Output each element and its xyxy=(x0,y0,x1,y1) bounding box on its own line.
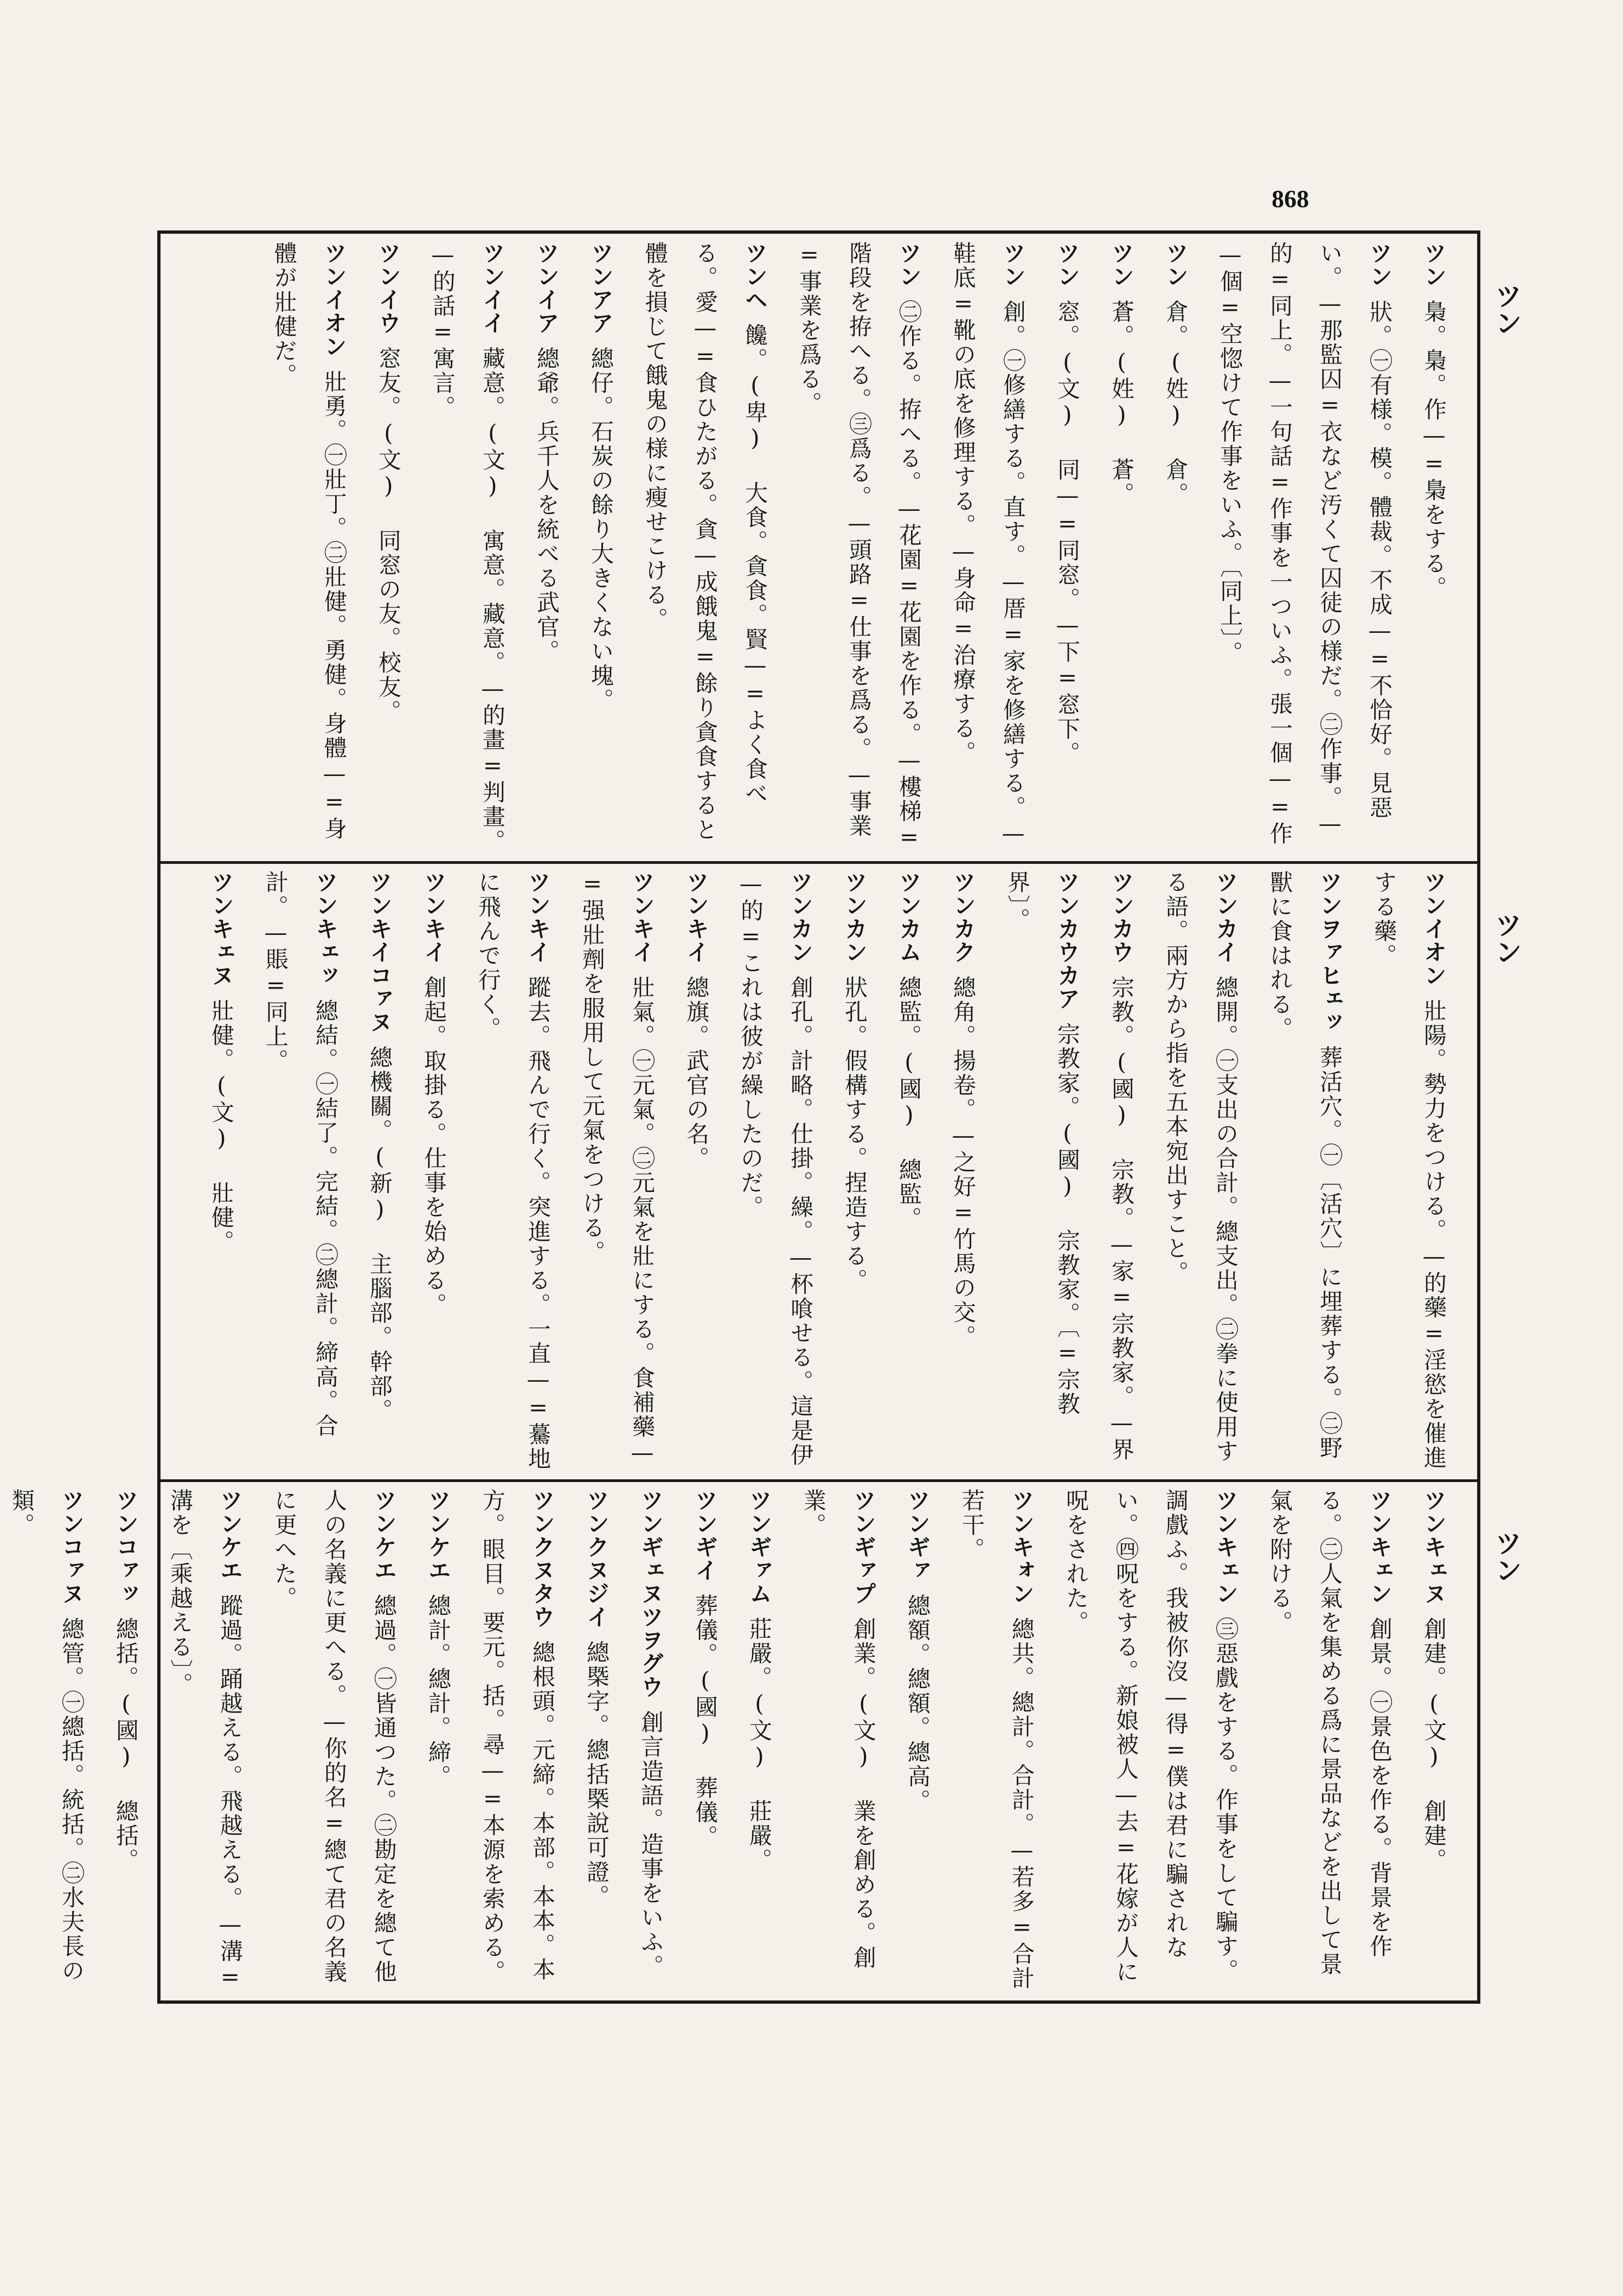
entry-definition: 總過。㊀皆通つた。㊁勘定を總て他人の名義に更へる。—你的名=總て君の名義に更へた。 xyxy=(271,1489,397,1984)
dictionary-tier-bottom xyxy=(9,1489,1459,1993)
entry-headword-reading: ツンキェッ xyxy=(312,870,339,987)
entry-headword-reading: ツンカン xyxy=(787,870,814,964)
running-head-top: ツン xyxy=(1491,282,1522,336)
entry-headword-reading: ツンキェン xyxy=(1213,1489,1239,1605)
entry-definition: 總仔。石炭の餘り大きくない塊。 xyxy=(588,347,614,713)
entry-headword-reading: ツンキイコァヌ xyxy=(367,870,393,1034)
dictionary-entry xyxy=(947,1489,1047,1993)
dictionary-entry xyxy=(1255,870,1355,1472)
dictionary-entry xyxy=(259,241,359,854)
entry-definition: 窓。(文) 同—=同窓。—下=窓下。 xyxy=(1054,300,1081,766)
dictionary-entry xyxy=(1096,870,1146,1472)
entry-headword-reading: ツンイイ xyxy=(479,241,506,335)
entry-definition: 創業。(文) 業を創める。創業。 xyxy=(800,1489,877,1970)
entry-headword-reading: ツンギイ xyxy=(692,1489,719,1582)
dictionary-entry xyxy=(418,241,517,854)
entry-headword-reading: ツンケエ xyxy=(217,1489,243,1582)
entry-headword-reading: ツンコァヌ xyxy=(59,1489,85,1605)
entry-definition: 狀。㊀有様。模。體裁。不成—=不恰好。見惡い。—那監囚=衣など汚くて囚徒の様だ。㊁作事。—的=同上。—一句話=作事を一ついふ。張一個—=作—個=空惚けて作事をいふ。〔同上〕。 xyxy=(1217,241,1393,846)
entry-headword-reading: ツンコァッ xyxy=(113,1489,139,1605)
dictionary-tier-middle xyxy=(179,870,1459,1472)
dictionary-entry xyxy=(938,241,1038,854)
entry-definition: 倉。(姓) 倉。 xyxy=(1163,300,1189,506)
entry-definition: 壯氣。㊀元氣。㊁元氣を壯にする。食補藥—=强壯劑を服用して元氣をつける。 xyxy=(579,870,656,1467)
dictionary-entry xyxy=(1151,241,1201,854)
entry-headword-reading: ツン xyxy=(1163,241,1189,288)
entry-definition: 窓友。(文) 同窓の友。校友。 xyxy=(375,347,402,724)
entry-headword-reading: ツンケエ xyxy=(371,1489,397,1582)
entry-headword-reading: ツンクヌジイ xyxy=(583,1489,610,1628)
entry-definition: 總機關。(新) 主腦部。幹部。 xyxy=(367,1046,393,1423)
entry-headword-reading: ツンケエ xyxy=(425,1489,452,1582)
dictionary-entry xyxy=(788,1489,888,1993)
dictionary-entry xyxy=(884,870,934,1472)
dictionary-entry xyxy=(409,870,459,1472)
entry-definition: ㊂惡戲をする。作事をして騙す。調戲ふ。我被你沒—得=僕は君に騙されない。㊃呪をする。新娘被人—去=花嫁が人に呪をされた。 xyxy=(1063,1489,1239,1984)
entry-definition: 壯勇。㊀壯丁。㊁壯健。勇健。身體—=身體が壯健だ。 xyxy=(271,241,348,841)
entry-definition: 饞。(卑) 大食。貪食。賢—=よく食べる。愛—=食ひたがる。貪—成餓鬼=餘り貪食すると體を損じて餓鬼の様に瘦せこける。 xyxy=(642,241,768,842)
entry-definition: 莊嚴。(文) 莊嚴。 xyxy=(746,1617,773,1872)
entry-definition: 總開。㊀支出の合計。總支出。㊁拳に使用する語。兩方から指を五本宛出すこと。 xyxy=(1163,870,1239,1464)
entry-headword-reading: ツン xyxy=(1000,241,1027,288)
running-head-middle: ツン xyxy=(1491,911,1522,965)
entry-headword-reading: ツンヘ xyxy=(742,241,768,311)
entry-headword-reading: ツンカク xyxy=(950,870,977,964)
entry-definition: 蹤過。踊越える。飛越える。—溝=溝を〔乘越える〕。 xyxy=(167,1489,243,1992)
entry-headword-reading: ツンイオン xyxy=(321,241,348,358)
entry-headword-reading: ツンキェヌ xyxy=(208,870,235,987)
entry-definition: 總監。(國) 總監。 xyxy=(896,976,922,1231)
entry-headword-reading: ツンキェヌ xyxy=(1421,1489,1447,1605)
entry-definition: 創。㊀修繕する。直す。—厝=家を修繕する。—鞋底=靴の底を修理する。—身命=治療する。 xyxy=(950,241,1027,848)
dictionary-entry xyxy=(893,1489,942,1993)
dictionary-entry xyxy=(726,870,825,1472)
dictionary-entry xyxy=(1096,241,1146,854)
dictionary-entry xyxy=(413,1489,463,1993)
dictionary-entry xyxy=(1409,241,1459,854)
entry-definition: 梟。梟。作—=梟をする。 xyxy=(1421,300,1447,600)
entry-definition: 總額。總額。總高。 xyxy=(904,1594,931,1813)
entry-headword-reading: ツンギァ xyxy=(904,1489,931,1582)
entry-definition: 總括。(國) 總括。 xyxy=(113,1617,139,1872)
dictionary-entry xyxy=(155,1489,255,1993)
entry-headword-reading: ツンキイ xyxy=(629,870,656,964)
dictionary-entry xyxy=(938,870,988,1472)
dictionary-entry xyxy=(259,1489,409,1993)
page-number: 868 xyxy=(1272,185,1309,213)
dictionary-entry xyxy=(196,870,246,1472)
dictionary-entry xyxy=(1205,241,1404,854)
entry-headword-reading: ツン xyxy=(1054,241,1081,288)
entry-definition: ㊁作る。拵へる。—花園=花園を作る。—樓梯=階段を拵へる。㊂爲る。—頭路=仕事を爲る。—事業=事業を爲る。 xyxy=(796,241,922,852)
entry-headword-reading: ツンイオン xyxy=(1421,870,1447,987)
dictionary-entry xyxy=(992,870,1092,1472)
entry-definition: 藏意。(文) 寓意。藏意。—的畫=判畫。—的話=寓言。 xyxy=(429,241,506,854)
entry-headword-reading: ツンイウ xyxy=(375,241,402,335)
entry-definition: 總結。㊀結了。完結。㊁總計。締高。合計。—賬=同上。 xyxy=(262,870,339,1438)
entry-headword-reading: ツンカム xyxy=(896,870,922,964)
entry-definition: 總旗。武官の名。 xyxy=(683,976,710,1171)
entry-headword-reading: ツン xyxy=(1108,241,1135,288)
entry-definition: 創景。㊀景色を作る。背景を作る。㊁人氣を集める爲に景品などを出して景氣を附ける。 xyxy=(1267,1489,1393,1977)
entry-headword-reading: ツンギァム xyxy=(746,1489,773,1605)
dictionary-entry xyxy=(830,870,880,1472)
dictionary-entry xyxy=(363,241,413,854)
dictionary-entry xyxy=(572,1489,621,1993)
entry-headword-reading: ツンヲァヒェッ xyxy=(1317,870,1343,1034)
running-head-bottom: ツン xyxy=(1491,1529,1522,1583)
dictionary-tier-top xyxy=(179,241,1459,854)
tier-divider xyxy=(157,861,1480,864)
dictionary-entry xyxy=(355,870,405,1472)
entry-definition: 蒼。(姓) 蒼。 xyxy=(1108,300,1135,506)
entry-headword-reading: ツン xyxy=(1367,241,1393,288)
dictionary-entry xyxy=(1255,1489,1404,1993)
dictionary-entry xyxy=(1051,1489,1250,1993)
entry-headword-reading: ツンギァプ xyxy=(850,1489,877,1605)
entry-definition: 總爺。兵千人を統べる武官。 xyxy=(534,347,560,664)
entry-headword-reading: ツンカイ xyxy=(1213,870,1239,964)
entry-headword-reading: ツンイア xyxy=(534,241,560,335)
entry-headword-reading: ツンキイ xyxy=(683,870,710,964)
entry-definition: 壯健。(文) 壯健。 xyxy=(208,999,235,1254)
dictionary-entry xyxy=(1042,241,1092,854)
entry-definition: 總共。總計。合計。—若多=合計若干。 xyxy=(959,1489,1035,1991)
entry-definition: 總角。揚卷。—之好=竹馬の交。 xyxy=(950,976,977,1349)
entry-definition: 創建。(文) 創建。 xyxy=(1421,1617,1447,1872)
dictionary-entry xyxy=(734,1489,784,1993)
dictionary-entry xyxy=(101,1489,151,1993)
dictionary-entry xyxy=(630,241,780,854)
dictionary-entry xyxy=(567,870,667,1472)
entry-headword-reading: ツンキォン xyxy=(1009,1489,1035,1605)
entry-definition: 狀孔。假構する。捏造する。 xyxy=(842,976,868,1293)
entry-definition: 宗教家。(國) 宗教家。〔=宗教界〕。 xyxy=(1004,870,1081,1416)
dictionary-entry xyxy=(463,870,563,1472)
entry-definition: 總管。㊀總括。統括。㊁水夫長の類。 xyxy=(9,1489,85,1983)
entry-definition: 宗教。(國) 宗教。—家=宗教家。—界 xyxy=(1108,976,1135,1462)
entry-definition: 總根頭。元締。本部。本本。本方。眼目。要元。括。尋—=本源を索める。 xyxy=(479,1489,556,1984)
dictionary-entry xyxy=(1359,870,1459,1472)
dictionary-entry xyxy=(467,1489,567,1993)
entry-definition: 創孔。計略。仕掛。繰。—杯喰せる。這是伊—的=これは彼が繰したのだ。 xyxy=(737,870,814,1467)
entry-headword-reading: ツンキェン xyxy=(1367,1489,1393,1605)
dictionary-entry xyxy=(680,1489,730,1993)
entry-headword-reading: ツン xyxy=(1421,241,1447,288)
entry-definition: 壯陽。勢力をつける。—的藥=淫慾を催進する藥。 xyxy=(1371,870,1447,1470)
entry-headword-reading: ツンアア xyxy=(588,241,614,335)
entry-headword-reading: ツンギェヌツヲグウ xyxy=(638,1489,664,1698)
entry-headword-reading: ツンカウ xyxy=(1108,870,1135,964)
entry-definition: 葬儀。(國) 葬儀。 xyxy=(692,1594,719,1849)
entry-definition: 總槩字。總括槩說可證。 xyxy=(583,1640,610,1909)
dictionary-entry xyxy=(1409,1489,1459,1993)
entry-definition: 蹤去。飛んで行く。突進する。一直—=驀地に飛んで行く。 xyxy=(475,870,551,1471)
dictionary-entry xyxy=(626,1489,676,1993)
dictionary-entry xyxy=(1151,870,1250,1472)
entry-headword-reading: ツンキイ xyxy=(421,870,447,964)
entry-definition: 總計。總計。締。 xyxy=(425,1594,452,1789)
entry-headword-reading: ツンキイ xyxy=(525,870,551,964)
dictionary-entry xyxy=(0,1489,97,1993)
entry-headword-reading: ツンカウカア xyxy=(1054,870,1081,1010)
dictionary-entry xyxy=(576,241,626,854)
entry-headword-reading: ツンクヌタウ xyxy=(529,1489,556,1628)
entry-headword-reading: ツンカン xyxy=(842,870,868,964)
entry-definition: 創起。取掛る。仕事を始める。 xyxy=(421,976,447,1317)
entry-definition: 創言造語。造事をいふ。 xyxy=(638,1710,664,1979)
dictionary-entry xyxy=(522,241,572,854)
dictionary-entry xyxy=(784,241,934,854)
tier-divider xyxy=(157,1479,1480,1482)
dictionary-entry xyxy=(251,870,350,1472)
entry-definition: 葬活穴。㊀〔活穴〕に埋葬する。㊁野獸に食はれる。 xyxy=(1267,870,1343,1460)
dictionary-entry xyxy=(671,870,721,1472)
entry-headword-reading: ツン xyxy=(896,241,922,288)
